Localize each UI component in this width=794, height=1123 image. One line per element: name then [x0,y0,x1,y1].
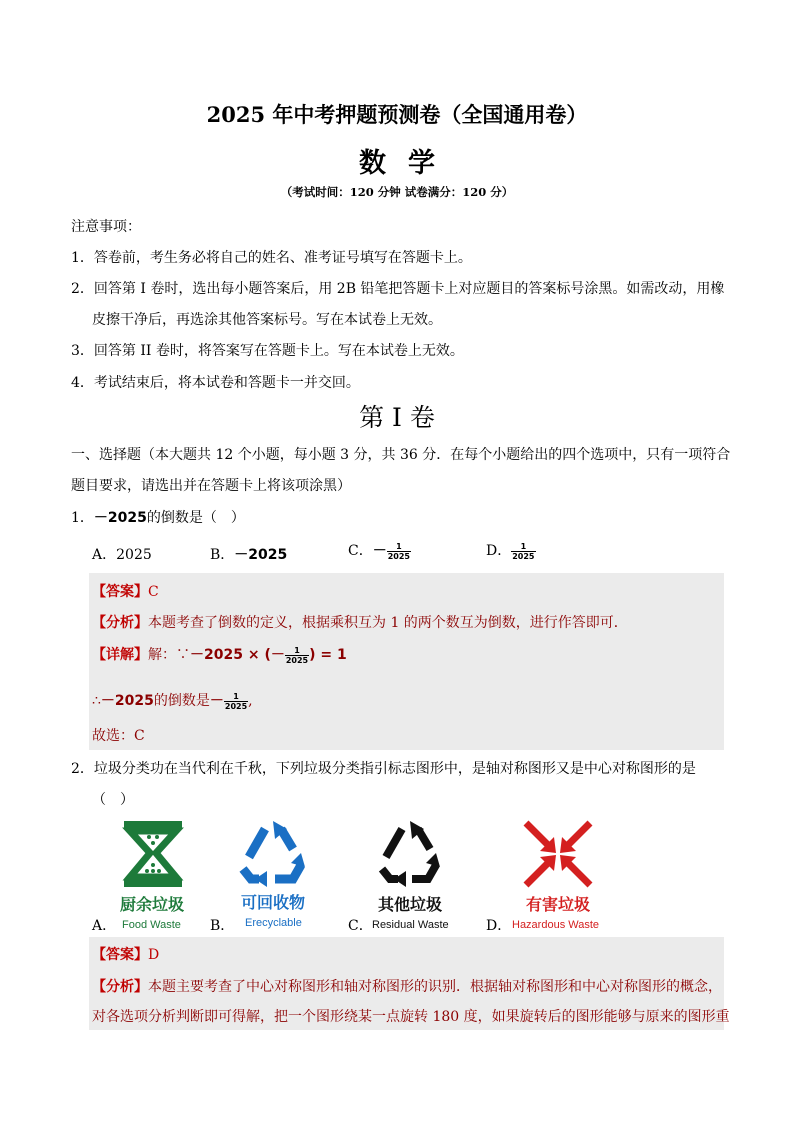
question-1-stem [71,507,245,527]
option-a-value: 2025 [116,547,152,563]
q1-final: 故选：C [92,728,145,744]
option-c-cn-label: 其他垃圾 [377,895,442,914]
note-item-2-cont: 皮擦干净后，再选涂其他答案标号。写在本试卷上无效。 [92,312,442,328]
option-a-en-label: Food Waste [122,919,181,931]
question-2-stem: 2．垃圾分类功在当代利在千秋，下列垃圾分类指引标志图形中，是轴对称图形又是中心对称图形的是 [71,761,696,777]
recycle-icon [376,819,444,889]
option-a-cn-label: 厨余垃圾 [119,895,184,914]
notes-heading: 注意事项： [71,219,141,235]
option-c-sign: － [372,543,387,559]
note-item-4: 4．考试结束后，将本试卷和答题卡一并交回。 [71,375,360,391]
note-item-3: 3．回答第 II 卷时，将答案写在答题卡上。写在本试卷上无效。 [71,343,464,359]
option-b [210,544,287,564]
q2-answer: 【答案】D [92,947,160,963]
option-d [486,540,536,561]
part-intro-line2: 题目要求，请选出并在答题卡上将该项涂黑） [71,478,351,494]
note-item-1: 1．答卷前，考生务必将自己的姓名、准考证号填写在答题卡上。 [71,250,472,266]
part-intro-line1: 一、选择题（本大题共 12 个小题，每小题 3 分，共 36 分．在每个小题给出的四个选项中，只有一项符合 [71,447,731,463]
option-c-label: C． [348,543,373,559]
option-b-label: B． [210,918,235,934]
q1-answer: 【答案】C [92,584,159,600]
stem-math: －2025 [93,510,147,526]
q1-detail: 【详解】解：∵－2025 × (－ $\frac{1}{2025}$ ) = 1 [92,645,347,665]
q1-analysis: 【分析】本题考查了倒数的定义，根据乘积互为 1 的两个数互为倒数，进行作答即可． [92,615,628,631]
recycle-icon [235,819,311,889]
option-c-fraction: $\frac{1}{2025}$ [387,541,410,561]
note-item-2: 2．回答第 I 卷时，选出每小题答案后，用 2B 铅笔把答题卡上对应题目的答案标号涂黑。如需改动，用橡 [71,281,725,297]
option-d-label: D． [486,918,512,934]
option-c-label: C． [348,918,373,934]
question-number: 1． [71,510,94,526]
option-b-value: －2025 [234,547,288,563]
option-a-label: A． [92,918,117,934]
option-a [92,544,152,564]
option-d-fraction: $\frac{1}{2025}$ [512,541,535,561]
option-b-label: B． [210,547,235,563]
option-c-en-label: Residual Waste [372,919,449,931]
question-2-paren: （ ） [92,792,134,808]
q2-analysis-line1: 【分析】本题主要考查了中心对称图形和轴对称图形的识别．根据轴对称图形和中心对称图形的概念， [92,979,722,995]
q2-analysis-line2: 对各选项分析判断即可得解，把一个图形绕某一点旋转 180 度，如果旋转后的图形能够与原来的图形重 [92,1009,730,1025]
option-c [348,540,411,561]
exam-info: （考试时间：120 分钟 试卷满分：120 分） [280,185,514,199]
section-title: 第 I 卷 [359,403,435,432]
q1-therefore: ∴－2025的倒数是－ $\frac{1}{2025}$ , [92,691,253,711]
option-d-label: D． [486,543,512,559]
option-a-label: A． [92,547,117,563]
hourglass-icon [122,819,184,889]
option-d-cn-label: 有害垃圾 [525,895,590,914]
option-b-cn-label: 可回收物 [240,893,305,912]
stem-text: 的倒数是（ ） [146,510,245,526]
arrows-icon [522,819,594,889]
subject-title: 数学 [359,148,457,179]
option-b-en-label: Erecyclable [245,917,302,929]
detail-fraction: $\frac{1}{2025}$ [285,645,309,665]
page-title: 2025 年中考押题预测卷（全国通用卷） [206,102,588,127]
therefore-fraction: $\frac{1}{2025}$ [224,691,248,711]
option-d-en-label: Hazardous Waste [512,919,600,931]
